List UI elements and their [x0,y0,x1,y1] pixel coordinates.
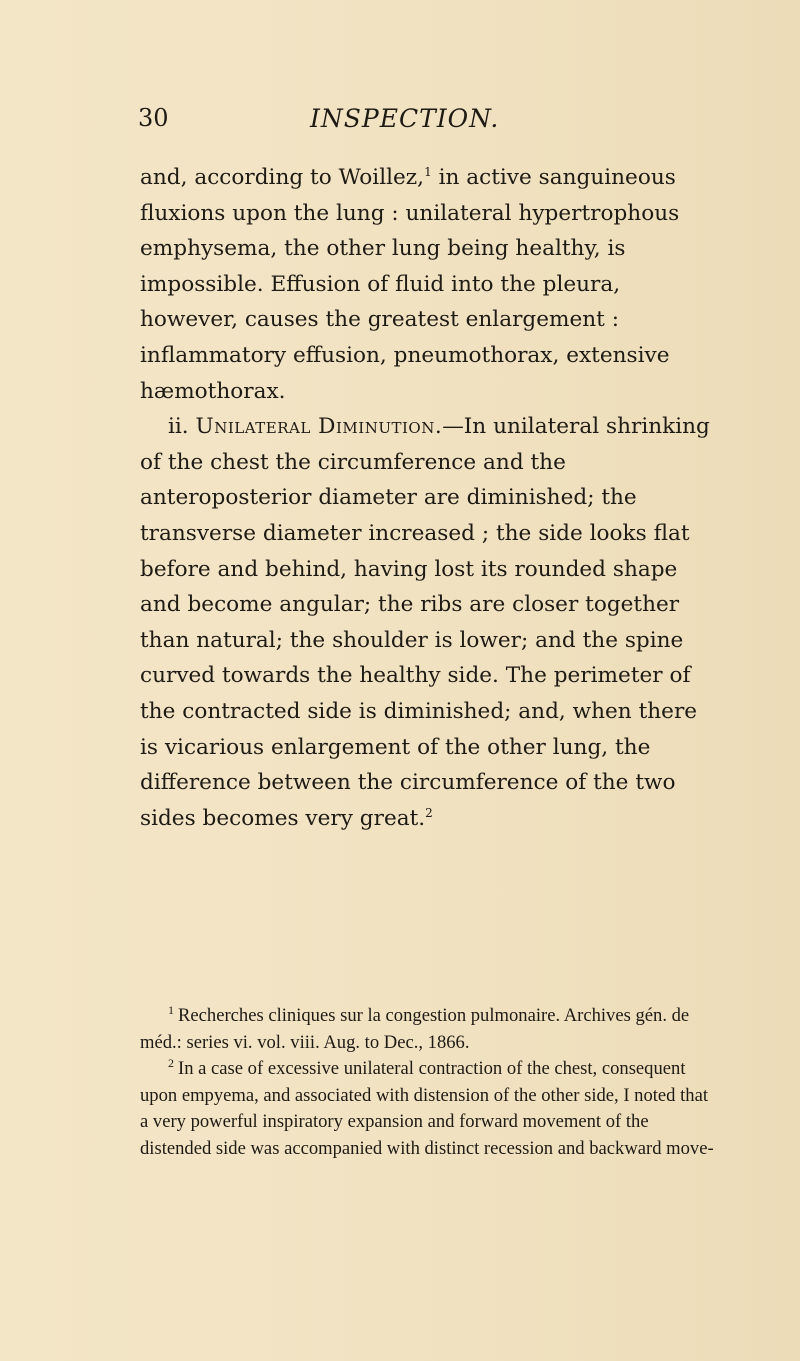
footnote-ref-2: 2 [425,805,433,820]
paragraph-1-text-a: and, according to Woillez, [140,165,425,190]
footnote-1-text: Recherches cliniques sur la congestion pulmonaire. Archives gén. de méd.: series vi. vol. viii. Aug. to Dec., 1866. [140,1005,690,1053]
paragraph-1 [140,160,716,409]
footnote-2-text: In a case of excessive unilateral contraction of the chest, consequent upon empyema, and associated with distension of the other side, I noted that a very powerful inspiratory expansion and forward movement of the distended side was accompanied with distinct recession and backward move- [140,1058,714,1159]
footnotes [140,1003,716,1163]
body-text [140,160,716,836]
section-numeral: ii. [168,414,196,440]
paragraph-2 [140,409,716,836]
running-head: INSPECTION. [310,104,500,133]
page-number: 30 [138,104,169,132]
footnote-2 [140,1056,716,1162]
paragraph-2-text: —In unilateral shrinking of the chest the circumference and the anteroposterior diameter are diminished; the transverse diameter increased ; the side looks flat before and behind, having lost its rounded shape and become angular; the ribs are closer together than natural; the shoulder is lower; and the spine curved towards the healthy side. The perimeter of the contracted side is diminished; and, when there is vicarious enlargement of the other lung, the difference between the circumference of the two sides becomes very great. [140,414,710,831]
footnote-2-mark: 2 [168,1056,174,1070]
page-header [138,104,698,144]
footnote-1 [140,1003,716,1056]
paragraph-1-text-b: in active sanguineous fluxions upon the lung : unilateral hypertrophous emphysema, the other lung being healthy, is impossible. Effusion of fluid into the pleura, however, causes the greatest enlargement : inflammatory effusion, pneumothorax, extensive hæmothorax. [140,165,680,404]
footnote-ref-1: 1 [424,164,432,179]
section-heading: Unilateral Diminution. [195,414,443,440]
footnote-1-mark: 1 [168,1002,174,1017]
